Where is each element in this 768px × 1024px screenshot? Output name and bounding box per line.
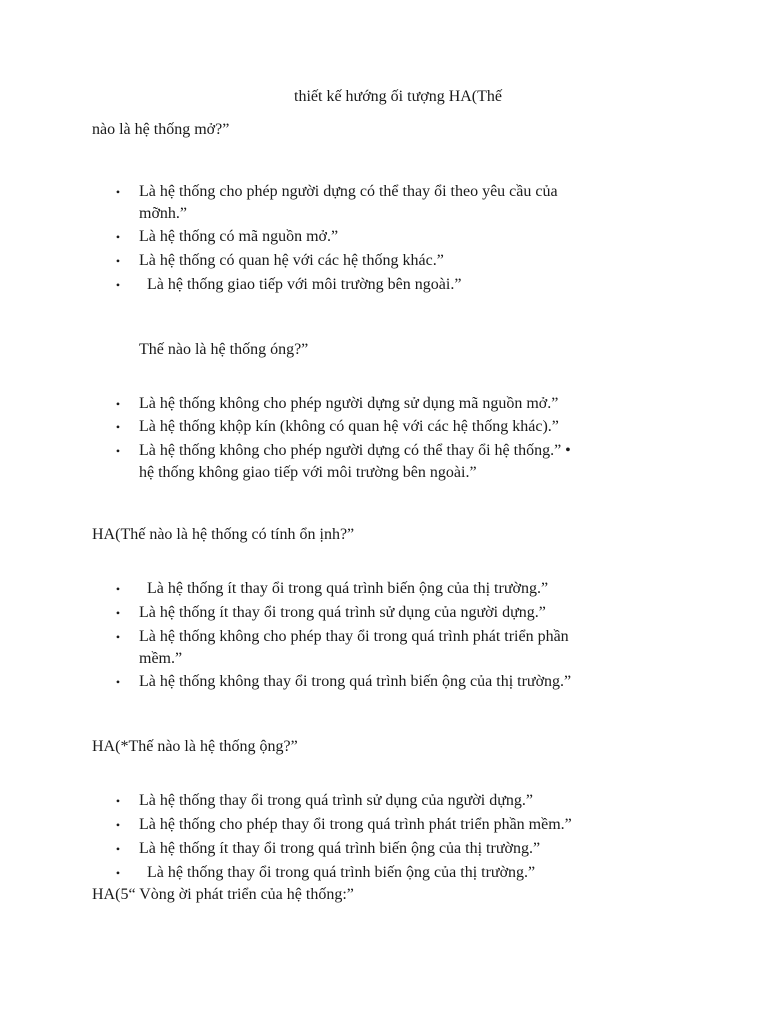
list-item: Là hệ thống khộp kín (không có quan hệ với các hệ thống khác).” (139, 418, 559, 435)
list-item: Là hệ thống có mã nguồn mở.” (139, 228, 339, 245)
list-item: Là hệ thống cho phép thay ổi trong quá trình phát triển phần mềm.” (139, 816, 572, 833)
bullet-icon: • (115, 630, 121, 644)
section-3-heading: HA(Thế nào là hệ thống có tính ổn ịnh?” (92, 526, 355, 543)
list-item: Là hệ thống không thay ổi trong quá trình biến ộng của thị trường.” (139, 673, 572, 690)
section-2-heading: Thế nào là hệ thống óng?” (139, 341, 309, 358)
bullet-icon: • (115, 444, 121, 458)
section-4-heading: HA(*Thế nào là hệ thống ộng?” (92, 738, 298, 755)
bullet-icon: • (115, 675, 121, 689)
bullet-icon: • (115, 230, 121, 244)
list-item: Là hệ thống thay ổi trong quá trình sử dụng của người dựng.” (139, 792, 533, 809)
bullet-icon: • (115, 397, 121, 411)
list-item: Là hệ thống ít thay ổi trong quá trình biến ộng của thị trường.” (147, 580, 549, 597)
list-item-continuation: mỡnh.” (139, 205, 188, 222)
bullet-icon: • (115, 866, 121, 880)
bullet-icon: • (115, 842, 121, 856)
list-item: Là hệ thống giao tiếp với môi trường bên ngoài.” (147, 276, 462, 293)
list-item: Là hệ thống không cho phép người dựng có thể thay ổi hệ thống.” • (139, 442, 571, 459)
title-line-1: thiết kế hướng ối tượng HA(Thế (294, 88, 503, 105)
bullet-icon: • (115, 606, 121, 620)
bullet-icon: • (115, 420, 121, 434)
bullet-icon: • (115, 254, 121, 268)
list-item: Là hệ thống cho phép người dựng có thể thay ổi theo yêu cầu của (139, 183, 558, 200)
list-item: Là hệ thống thay ổi trong quá trình biến ộng của thị trường.” (147, 864, 536, 881)
list-item-continuation: mềm.” (139, 650, 183, 667)
list-item: Là hệ thống ít thay ổi trong quá trình sử dụng của người dựng.” (139, 604, 546, 621)
list-item: Là hệ thống không cho phép thay ổi trong quá trình phát triển phần (139, 628, 569, 645)
bullet-icon: • (115, 278, 121, 292)
bullet-icon: • (115, 185, 121, 199)
section-5-heading: HA(5“ Vòng ời phát triển của hệ thống:” (92, 886, 354, 903)
bullet-icon: • (115, 582, 121, 596)
list-item: Là hệ thống có quan hệ với các hệ thống khác.” (139, 252, 444, 269)
title-line-2: nào là hệ thống mở?” (92, 121, 230, 138)
bullet-icon: • (115, 818, 121, 832)
list-item: Là hệ thống không cho phép người dựng sử dụng mã nguồn mở.” (139, 395, 559, 412)
bullet-icon: • (115, 794, 121, 808)
list-item: Là hệ thống ít thay ổi trong quá trình biến ộng của thị trường.” (139, 840, 541, 857)
list-item-continuation: hệ thống không giao tiếp với môi trường bên ngoài.” (139, 464, 477, 481)
